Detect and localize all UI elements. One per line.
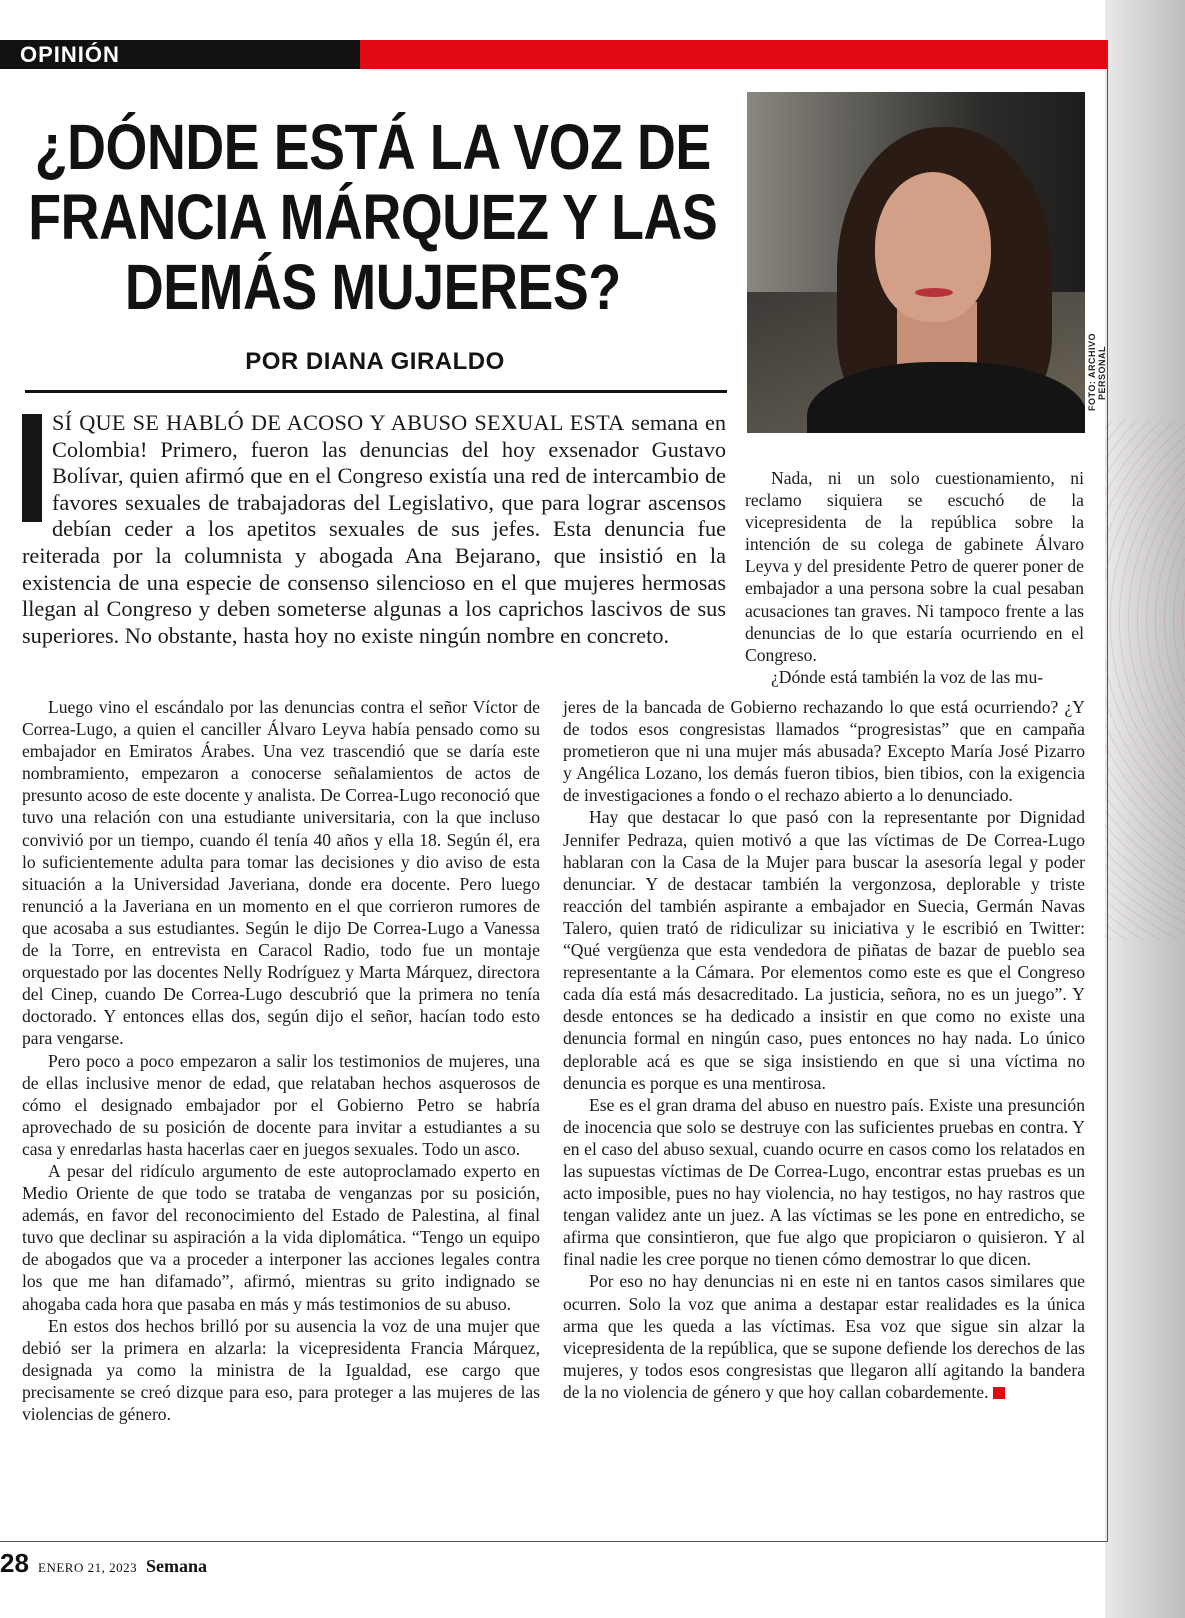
section-label: OPINIÓN — [20, 42, 120, 67]
paragraph: Ese es el gran drama del abuso en nuestro país. Existe una presunción de inocencia que solo se destruye con las suficientes pruebas en contra. Y en el caso del abuso sexual, cuando ocurre en casos como los relatados en las supuestas víctimas de De Correa-Lugo, encontrar estas pruebas es un acto imposible, pues no hay violencia, no hay testigos, no hay rastros que tengan validez ante un juez. A las víctimas se les pone en entredicho, se afirma que consintieron, que fue algo que propiciaron o quisieron. Y al final nadie les cree porque no tienen cómo demostrar lo que dicen. — [563, 1094, 1085, 1270]
paragraph: En estos dos hechos brilló por su ausencia la voz de una mujer que debió ser la primera en alzarla: la vicepresidenta Francia Márquez, designada ya como la ministra de la Igualdad, ese cargo que precisamente se creó dizque para eso, para proteger a las mujeres de las violencias de género. — [22, 1315, 540, 1424]
paragraph: Pero poco a poco empezaron a salir los testimonios de mujeres, una de ellas inclusive menor de edad, que relataban hechos asquerosos de cómo el designado embajador por el Gobierno Petro se habría aprovechado de su posición de docente para invitar a estudiantes a su casa y enredarlas hasta hacerlas caer en juegos sexuales. Todo un asco. — [22, 1050, 540, 1159]
photo-face — [875, 172, 991, 322]
article-byline: POR DIANA GIRALDO — [245, 348, 505, 375]
paragraph: Hay que destacar lo que pasó con la representante por Dignidad Jennifer Pedraza, quien motivó a que las víctimas de De Correa-Lugo hablaran con la Casa de la Mujer para buscar la asesoría legal y poder denunciar. Y de destacar también la vergonzosa, deplorable y triste reacción del también aspirante a embajador en Suecia, Germán Navas Talero, quien trató de ridiculizar su iniciativa y le escribió en Twitter: “Qué vergüenza que esta vendedora de piñatas de bazar de pueblo sea representante a la Cámara. Por elementos como este es que el Congreso cada día está más desacreditado. La justicia, señora, no es un juego”. Y desde entonces se ha dedicado a insistir en que como no existe una denuncia formal en ningún caso, pues entonces no hay nada. Lo único deplorable acá es que se siga insistiendo en que si una víctima no denuncia es porque es una mentirosa. — [563, 807, 1085, 1093]
issue-date: ENERO 21, 2023 — [38, 1560, 138, 1575]
drop-cap-mark — [22, 414, 42, 522]
paragraph: ¿Dónde está también la voz de las mu- — [771, 666, 1044, 687]
paragraph: A pesar del ridículo argumento de este autoproclamado experto en Medio Oriente de que todo se trataba de venganzas por su posición, además, en favor del reconocimiento del Estado de Palestina, al final tuvo que declinar su aspiración a la vida diplomática. “Tengo un equipo de abogados que va a proceder a interponer las acciones legales contra los que me han difamado”, afirmó, mientras su grito indignado se ahogaba cada hora que pasaba en más y más testimonios de su abuso. — [22, 1160, 540, 1314]
paragraph: jeres de la bancada de Gobierno rechazando lo que está ocurriendo? ¿Y de todos esos congresistas llamados “progresistas” que en campaña prometieron que ni una mujer más abusada? Excepto María José Pizarro y Angélica Lozano, los demás fueron tibios, bien tibios, con la exigencia de investigaciones a fondo o el rechazo abierto a lo denunciado. — [563, 697, 1085, 806]
article-title: ¿DÓNDE ESTÁ LA VOZ DE FRANCIA MÁRQUEZ Y LAS DEMÁS MUJERES? — [28, 111, 718, 323]
byline-rule — [25, 390, 727, 393]
column-left — [22, 696, 540, 1425]
end-mark — [993, 1387, 1005, 1399]
final-text: Por eso no hay denuncias ni en este ni en tantos casos similares que ocurren. Solo la voz que anima a destapar estar realidades es la única arma que les queda a las víctimas. Esa voz que sigue sin alzar la vicepresidenta de la república, que se supone defiende los derechos de las mujeres, y todos esos congresistas que llegaron allí agitando la bandera de la no violencia de género y que hoy callan cobardemente. — [563, 1271, 1085, 1402]
page-number: 28 — [0, 1548, 29, 1578]
photo-credit: FOTO: ARCHIVO PERSONAL — [1087, 333, 1107, 412]
column-right-top — [745, 467, 1084, 688]
photo-lips — [915, 288, 953, 297]
lead-caps: SÍ QUE SE HABLÓ DE ACOSO Y ABUSO SEXUAL ESTA — [52, 410, 625, 435]
magazine-name: Semana — [146, 1556, 208, 1576]
author-photo — [747, 92, 1085, 433]
lead-text: semana en Colombia! Primero, fueron las denuncias del hoy exsenador Gustavo Bolívar, quien afirmó que en el Congreso existía una red de intercambio de favores sexuales de trabajadoras del Legislativo, que para lograr ascensos debían ceder a los apetitos sexuales de sus jefes. Esta denuncia fue reiterada por la columnista y abogada Ana Bejarano, que insistió en la existencia de una especie de consenso silencioso en el que mujeres hermosas llegan al Congreso y deben someterse algunas a los caprichos lascivos de sus superiores. No obstante, hasta hoy no existe ningún nombre en concreto. — [22, 410, 726, 648]
paragraph-final — [563, 1270, 1085, 1403]
article-lead — [22, 410, 726, 649]
paragraph: Nada, ni un solo cuestionamiento, ni reclamo siquiera se escuchó de la vicepresidenta de la república sobre la intención de su colega de gabinete Álvaro Leyva y del presidente Petro de querer poner de embajador a una persona sobre la cual pesaban acusaciones tan graves. Ni tampoco frente a las denuncias de lo que estaría ocurriendo en el Congreso. — [745, 468, 1084, 665]
column-right — [563, 696, 1085, 1403]
adjacent-page-art — [1105, 420, 1185, 940]
paragraph: Luego vino el escándalo por las denuncias contra el señor Víctor de Correa-Lugo, a quien el canciller Álvaro Leyva había pensado como su embajador en Emiratos Árabes. Una vez trascendió que se daría este nombramiento, empezaron a conocerse señalamientos de actos de presunto acoso de este docente y analista. De Correa-Lugo reconoció que tuvo una relación con una estudiante universitaria, con la que incluso convivió por un tiempo, cuando él tenía 40 años y ella 18. Según él, era lo suficientemente adulta para tomar las decisiones y dio aviso de esta situación a la Universidad Javeriana, donde era docente. Pero luego renunció a la Javeriana en un momento en el que corrieron rumores de que acosaba a sus estudiantes. Según le dijo De Correa-Lugo a Vanessa de la Torre, en entrevista en Caracol Radio, todo fue un montaje orquestado por las docentes Nelly Rodríguez y Marta Márquez, directora del Cinep, cuando De Correa-Lugo descubrió que la primera no tenía doctorado. Y entonces ellas dos, según dijo el señor, hacían todo esto para vengarse. — [22, 697, 540, 1049]
